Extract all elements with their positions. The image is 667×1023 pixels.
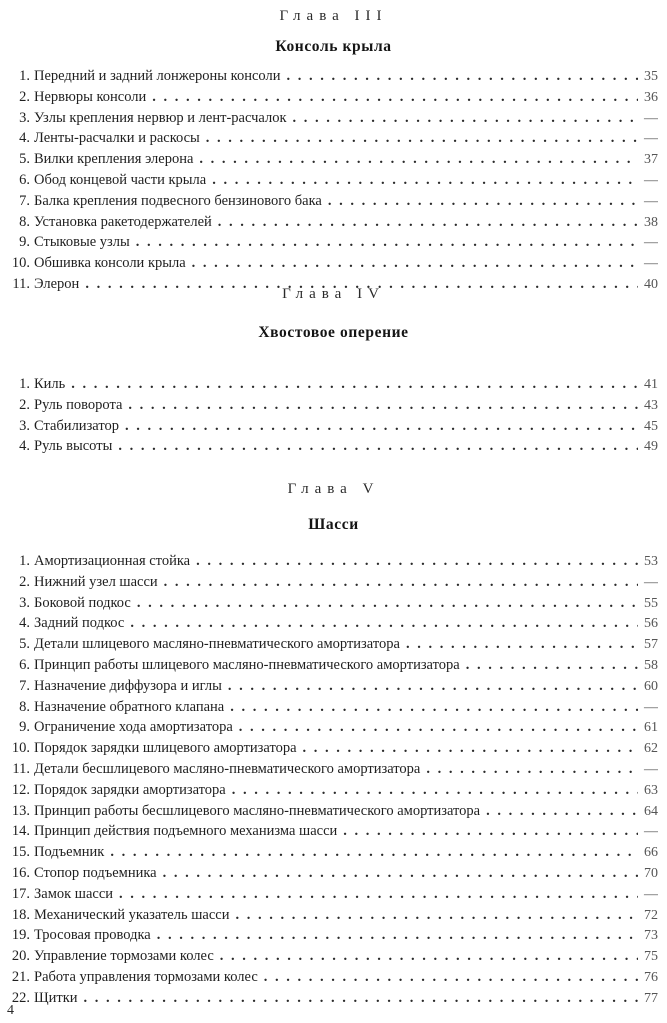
- dot-leader: [420, 761, 638, 778]
- toc-entry-page: 64: [644, 803, 658, 819]
- toc-entry-page: 40: [644, 276, 658, 292]
- toc-entry-page: 72: [644, 907, 658, 923]
- toc-entry: [10, 782, 658, 803]
- toc-entry-page: 61: [644, 720, 658, 736]
- dot-leader: [337, 823, 638, 840]
- toc-entry-title: Механический указатель шасси: [34, 906, 230, 923]
- chapter-label: Глава V: [287, 481, 380, 497]
- toc-entry-number: 15.: [11, 844, 30, 861]
- toc-entry-number: 8.: [19, 213, 30, 230]
- toc-entry-title: Киль: [34, 376, 66, 392]
- toc-entry-number: 18.: [11, 906, 30, 923]
- toc-entry-number: 2.: [19, 573, 30, 590]
- toc-entry-page: 75: [644, 949, 658, 965]
- toc-entry-number: 20.: [11, 948, 30, 965]
- toc-entry-number: 16.: [11, 864, 30, 881]
- toc-entry: [10, 397, 658, 418]
- toc-entry-title: Обод концевой части крыла: [34, 171, 207, 188]
- dot-leader: [297, 740, 638, 757]
- toc-entry-number: 21.: [11, 968, 30, 985]
- toc-entry-title: Назначение обратного клапана: [34, 698, 225, 715]
- toc-entry-page: —: [644, 193, 658, 209]
- toc-entry: [10, 740, 658, 761]
- toc-entry-number: 10.: [11, 740, 30, 757]
- toc-entry-page: 56: [644, 616, 658, 632]
- toc-entry-page: 73: [644, 928, 658, 944]
- toc-entry-page: 77: [644, 990, 658, 1006]
- toc-entry-number: 3.: [19, 594, 30, 611]
- toc-entry: [10, 130, 658, 151]
- toc-entry: [10, 255, 658, 276]
- toc-entry: [10, 68, 658, 89]
- toc-entry: [10, 234, 658, 255]
- toc-entry-number: 5.: [19, 151, 30, 168]
- toc-entry: [10, 886, 658, 907]
- toc-entry-page: 41: [644, 377, 658, 392]
- toc-entry: [10, 553, 658, 574]
- toc-entry-title: Стыковые узлы: [34, 234, 130, 251]
- toc-entry-page: 37: [644, 152, 658, 168]
- dot-leader: [124, 615, 638, 632]
- toc-entry: [10, 927, 658, 948]
- toc-entry: [10, 823, 658, 844]
- toc-entry-page: —: [644, 235, 658, 251]
- toc-entry: [10, 844, 658, 865]
- dot-leader: [131, 595, 638, 612]
- toc-entry-page: —: [644, 172, 658, 188]
- toc-entry-title: Ограничение хода амортизатора: [34, 719, 233, 736]
- dot-leader: [112, 438, 638, 455]
- toc-entry-number: 12.: [11, 781, 30, 798]
- chapter-title: Консоль крыла: [275, 38, 392, 55]
- toc-entry-title: Тросовая проводка: [34, 927, 151, 944]
- dot-leader: [119, 418, 638, 435]
- toc-entry: [10, 151, 658, 172]
- toc-entry-number: 6.: [19, 656, 30, 673]
- toc-entry-page: —: [644, 256, 658, 272]
- toc-entry-number: 5.: [19, 636, 30, 653]
- toc-entry: [10, 907, 658, 928]
- toc-entry-title: Щитки: [34, 989, 78, 1006]
- toc-entry-page: 70: [644, 865, 658, 881]
- dot-leader: [122, 397, 638, 414]
- toc-entry-title: Руль высоты: [34, 438, 113, 455]
- toc-entry-page: 62: [644, 741, 658, 757]
- toc-entry-title: Элерон: [34, 275, 80, 292]
- toc-entry-number: 2.: [19, 396, 30, 413]
- toc-entry-number: 8.: [19, 698, 30, 715]
- toc-entry-title: Принцип работы шлицевого масляно-пневматического амортизатора: [34, 656, 460, 673]
- toc-entry: [10, 803, 658, 824]
- toc-entry-number: 11.: [12, 760, 30, 777]
- toc-entry: [10, 657, 658, 678]
- toc-entry: [10, 193, 658, 214]
- dot-leader: [104, 844, 638, 861]
- toc-entry-page: 38: [644, 214, 658, 230]
- toc-entry-page: —: [644, 761, 658, 777]
- toc-entry-page: 36: [644, 89, 658, 105]
- toc-entry-title: Работа управления тормозами колес: [34, 968, 258, 985]
- chapter-label: Глава IV: [282, 286, 385, 302]
- dot-leader: [224, 699, 638, 716]
- dot-leader: [322, 193, 638, 210]
- dot-leader: [200, 130, 638, 147]
- toc-entry-number: 19.: [11, 927, 30, 944]
- toc-entry-title: Амортизационная стойка: [34, 553, 191, 569]
- dot-leader: [157, 865, 638, 882]
- toc-entry-title: Стабилизатор: [34, 417, 119, 434]
- toc-entry-number: 4.: [19, 130, 30, 147]
- toc-entry-title: Балка крепления подвесного бензинового бака: [34, 192, 322, 209]
- toc-entry-page: 45: [644, 418, 658, 434]
- dot-leader: [190, 553, 638, 570]
- toc-entry-number: 1.: [19, 553, 30, 569]
- dot-leader: [113, 886, 638, 903]
- toc-entry-title: Нижний узел шасси: [34, 573, 158, 590]
- toc-entry: [10, 110, 658, 131]
- toc-entry-page: 58: [644, 657, 658, 673]
- dot-leader: [287, 110, 639, 127]
- toc-entry-title: Стопор подъемника: [34, 864, 157, 881]
- toc-entry: [10, 678, 658, 699]
- toc-entry-title: Подъемник: [34, 844, 105, 861]
- toc-entry-title: Передний и задний лонжероны консоли: [34, 68, 281, 84]
- dot-leader: [186, 255, 638, 272]
- toc-entry-title: Детали бесшлицевого масляно-пневматического амортизатора: [34, 760, 421, 777]
- toc-entry: [10, 948, 658, 969]
- dot-leader: [400, 636, 638, 653]
- toc-entry: [10, 636, 658, 657]
- dot-leader: [206, 172, 638, 189]
- toc-entry-page: 66: [644, 845, 658, 861]
- toc-entry-page: 53: [644, 554, 658, 569]
- toc-entry: [10, 574, 658, 595]
- toc-entry-title: Принцип работы бесшлицевого масляно-пневматического амортизатора: [34, 802, 481, 819]
- toc-entry-number: 1.: [19, 376, 30, 392]
- toc-entry-page: 76: [644, 969, 658, 985]
- toc-entry-number: 1.: [19, 68, 30, 84]
- toc-list: [10, 376, 658, 459]
- toc-entry: [10, 615, 658, 636]
- dot-leader: [146, 89, 638, 106]
- dot-leader: [193, 151, 638, 168]
- toc-entry: [10, 418, 658, 439]
- toc-entry: [10, 719, 658, 740]
- toc-entry-number: 17.: [11, 885, 30, 902]
- toc-entry: [10, 761, 658, 782]
- toc-entry-number: 7.: [19, 677, 30, 694]
- dot-leader: [212, 214, 638, 231]
- toc-entry-number: 2.: [19, 88, 30, 105]
- dot-leader: [151, 927, 638, 944]
- toc-list: [10, 553, 658, 1011]
- toc-entry: [10, 172, 658, 193]
- dot-leader: [233, 719, 638, 736]
- toc-entry-title: Принцип действия подъемного механизма шасси: [34, 823, 338, 840]
- dot-leader: [158, 574, 638, 591]
- toc-entry: [10, 699, 658, 720]
- toc-entry-number: 9.: [19, 719, 30, 736]
- toc-entry-title: Установка ракетодержателей: [34, 213, 212, 230]
- toc-entry-page: —: [644, 110, 658, 126]
- toc-entry-page: —: [644, 886, 658, 902]
- toc-entry-title: Узлы крепления нервюр и лент-расчалок: [34, 109, 287, 126]
- toc-entry-number: 10.: [11, 255, 30, 272]
- chapter-title: Хвостовое оперение: [258, 324, 409, 341]
- dot-leader: [222, 678, 638, 695]
- toc-entry-page: —: [644, 699, 658, 715]
- dot-leader: [130, 234, 638, 251]
- toc-entry: [10, 214, 658, 235]
- toc-entry-page: —: [644, 824, 658, 840]
- toc-entry-title: Обшивка консоли крыла: [34, 255, 186, 272]
- toc-entry: [10, 865, 658, 886]
- toc-entry-number: 11.: [12, 275, 30, 292]
- toc-entry: [10, 595, 658, 616]
- toc-entry-title: Ленты-расчалки и раскосы: [34, 130, 200, 147]
- toc-entry-number: 3.: [19, 109, 30, 126]
- toc-entry-number: 9.: [19, 234, 30, 251]
- chapter-title: Шасси: [308, 516, 359, 533]
- toc-entry-title: Вилки крепления элерона: [34, 151, 194, 168]
- toc-entry-title: Детали шлицевого масляно-пневматического амортизатора: [34, 636, 400, 653]
- toc-entry-page: 35: [644, 69, 658, 84]
- toc-entry-page: 49: [644, 439, 658, 455]
- toc-entry-page: 60: [644, 678, 658, 694]
- toc-entry-page: 57: [644, 637, 658, 653]
- dot-leader: [229, 907, 638, 924]
- toc-entry-page: 63: [644, 782, 658, 798]
- toc-entry-title: Боковой подкос: [34, 594, 131, 611]
- toc-entry-number: 4.: [19, 438, 30, 455]
- toc-entry-title: Управление тормозами колес: [34, 948, 214, 965]
- toc-entry: [10, 990, 658, 1011]
- toc-entry: [10, 969, 658, 990]
- toc-entry-title: Назначение диффузора и иглы: [34, 677, 222, 694]
- toc-entry-number: 22.: [11, 989, 30, 1006]
- toc-entry: [10, 89, 658, 110]
- toc-entry-number: 6.: [19, 171, 30, 188]
- toc-entry-number: 3.: [19, 417, 30, 434]
- toc-entry-number: 4.: [19, 615, 30, 632]
- toc-entry-title: Нервюры консоли: [34, 88, 147, 105]
- toc-entry-page: 43: [644, 397, 658, 413]
- dot-leader: [226, 782, 638, 799]
- toc-entry-page: —: [644, 131, 658, 147]
- toc-entry-page: 55: [644, 595, 658, 611]
- dot-leader: [78, 990, 638, 1007]
- toc-entry-title: Порядок зарядки шлицевого амортизатора: [34, 740, 297, 757]
- dot-leader: [258, 969, 638, 986]
- toc-list: [10, 68, 658, 297]
- toc-entry-number: 14.: [11, 823, 30, 840]
- dot-leader: [480, 803, 638, 820]
- page-number: 4: [7, 1003, 14, 1018]
- toc-entry-title: Руль поворота: [34, 396, 123, 413]
- toc-entry-number: 13.: [11, 802, 30, 819]
- chapter-label: Глава III: [279, 8, 388, 24]
- dot-leader: [65, 376, 638, 393]
- toc-entry-title: Порядок зарядки амортизатора: [34, 781, 226, 798]
- dot-leader: [460, 657, 638, 674]
- toc-entry-page: —: [644, 574, 658, 590]
- dot-leader: [280, 68, 638, 85]
- toc-entry: [10, 438, 658, 459]
- toc-entry: [10, 376, 658, 397]
- dot-leader: [214, 948, 638, 965]
- toc-entry-number: 7.: [19, 192, 30, 209]
- toc-entry-title: Замок шасси: [34, 885, 114, 902]
- toc-entry-title: Задний подкос: [34, 615, 125, 632]
